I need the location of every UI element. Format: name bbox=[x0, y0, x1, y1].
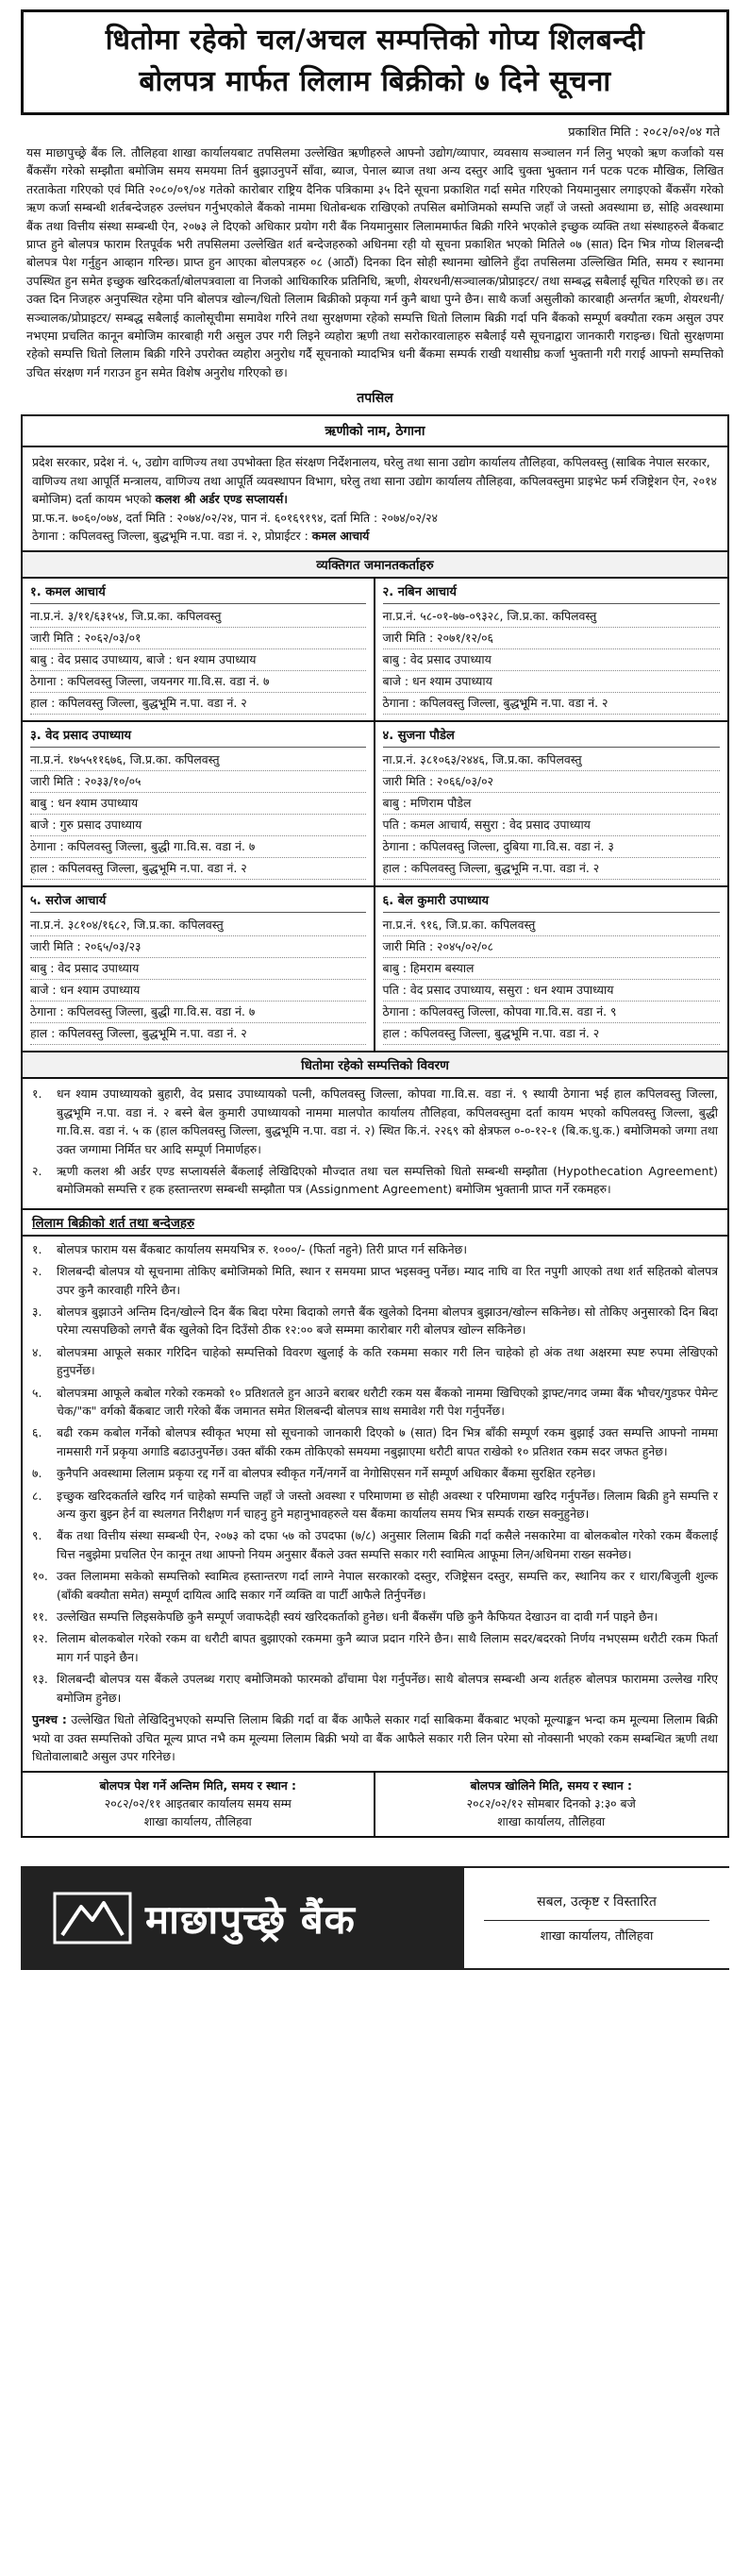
guarantor-detail-line: बाबु : वेद प्रसाद उपाध्याय, बाजे : धन श्याम उपाध्याय bbox=[30, 649, 366, 671]
term-item-number: ४. bbox=[32, 1344, 42, 1359]
guarantor-detail-line: बाजे : गुरु प्रसाद उपाध्याय bbox=[30, 815, 366, 836]
asset-item-number: १. bbox=[32, 1086, 42, 1102]
opening-deadline-place: शाखा कार्यालय, तौलिहवा bbox=[497, 1814, 606, 1829]
term-item-number: ९. bbox=[32, 1528, 42, 1543]
guarantor-detail-line: ना.प्र.नं. ३/११/६३१५४, जि.प्र.का. कपिलवस्तु bbox=[30, 606, 366, 628]
bank-tagline: सबल, उत्कृष्ट र विस्तारित bbox=[537, 1894, 657, 1911]
branch-office: शाखा कार्यालय, तौलिहवा bbox=[484, 1920, 709, 1944]
term-item bbox=[32, 1262, 718, 1299]
terms-list bbox=[32, 1240, 718, 1707]
term-item bbox=[32, 1608, 718, 1625]
guarantor-card bbox=[375, 887, 728, 1051]
mountain-logo-icon bbox=[53, 1892, 132, 1945]
term-item bbox=[32, 1670, 718, 1707]
guarantor-detail-line: पति : कमल आचार्य, ससुरा : वेद प्रसाद उपाध्याय bbox=[383, 815, 721, 836]
footer-info bbox=[464, 1866, 729, 1970]
term-item-number: ३. bbox=[32, 1304, 42, 1319]
guarantors-grid bbox=[21, 579, 729, 1052]
guarantor-detail-line: हाल : कपिलवस्तु जिल्ला, बुद्धभूमि न.पा. वडा नं. २ bbox=[383, 1023, 721, 1045]
guarantor-detail-line: जारी मिति : २०६६/०३/०२ bbox=[383, 771, 721, 793]
intro-paragraph: यस माछापुच्छ्रे बैंक लि. तौलिहवा शाखा कार्यालयबाट तपसिलमा उल्लेखित ऋणीहरुले आफ्नो उद्योग/व्यापार, व्यवसाय सञ्चालन गर्न लिनु भएको ऋण कर्जाको यस बैंकसँग गरेको सम्झौता बमोजिम समय समयमा तिर्न बुझाउनुपर्ने साँवा, ब्याज, पेनाल ब्याज तथा अन्य दस्तुर आदि चुक्ता भुक्तान गर्न पटक पटक मौखिक, लिखित तरताकेता गरिएको एवं मिति २०८०/०९/०४ गतेको कारोबार राष्ट्रिय दैनिक पत्रिकामा ३५ दिने सूचना प्रकाशित गर्दा समेत गरिएको नियमानुसार लगाइएको बैंकसँग गरेको ऋण कर्जा सम्बन्धी शर्तबन्देजहरु उल्लंघन गर्नुभएकोले बैंकको नाममा धितोबन्धक राखिएको तपसिल बमोजिमको सम्पत्ति जहाँ जे जस्तो अवस्थामा छ, सोहि अवस्थामा बैंक तथा वित्तीय संस्था सम्बन्धी ऐन, २०७३ ले दिएको अधिकार प्रयोग गरी बैंक नियमानुसार लिलाममार्फत बिक्री गरिने भएकोले इच्छुक व्यक्ति तथा संस्थाहरुले बैंकबाट प्राप्त हुने बोलपत्र फाराम रितपूर्वक भरी तपसिलमा उल्लेखित शर्त बन्देजहरुको अधिनमा रही यो सूचना प्रकाशित भएको मितिले ०७ (सात) दिन भित्र गोप्य शिलबन्दी बोलपत्र पेश गर्नुहुन आव्हान गरिन्छ। प्राप्त हुन आएका बोलपत्रहरु ०८ (आठौं) दिनका दिन सोही स्थानमा खोलिने हुँदा तपसिलमा उल्लिखित मिति, समय र स्थानमा उपस्थित हुन समेत इच्छुक खरिदकर्ता/बोलपत्रवाला वा निजको आधिकारिक प्रतिनिधि, ऋणी, शेयरधनी/सञ्चालक/प्रोप्राइटर/ तथा सम्बद्ध सबैलाई सूचित गरिएको छ। तर उक्त दिन निजहरु अनुपस्थित रहेमा पनि बोलपत्र खोल्न/धितो लिलाम बिक्रीको प्रकृया गर्न कुनै बाधा पुग्ने छैन। साथै कर्जा असुलीको कारबाही अन्तर्गत ऋणी, शेयरधनी/सञ्चालक/प्रोप्राइटर/ सम्बद्ध सबैलाई कालोसूचीमा समावेश गरिने तथा सुरक्षणमा रहेको सम्पत्ति धितो लिलाम बिक्री गर्दा पनि बैंकको सम्पूर्ण बक्यौता रकम असुल उपर नभएमा प्रचलित कानून बमोजिम कारबाही गरी असुल उपर गरी लिइने व्यहोरा ऋणी तथा सरोकारवालाहरु सबैलाई यसै सूचनाद्वारा जानकारी गराइन्छ। धितो सुरक्षणमा रहेको सम्पत्ति धितो लिलाम बिक्री गरिने उपरोक्त व्यहोरा अनुरोध गर्दै सूचनाको म्यादभित्र धनी बैंकमा सम्पर्क राखी यथासीघ्र कर्जा भुक्तानी गरी गराई आफ्नो सम्पत्तिको उचित संरक्षण गर्न गराउन हुन समेत विशेष अनुरोध गरिएको छ। bbox=[26, 145, 724, 379]
footer-banner bbox=[21, 1866, 729, 1970]
guarantor-detail-line: ठेगाना : कपिलवस्तु जिल्ला, बुद्धी गा.वि.स. वडा नं. ७ bbox=[30, 1002, 366, 1023]
guarantors-heading: व्यक्तिगत जमानतकर्ताहरु bbox=[21, 552, 729, 579]
postscript-label: पुनश्च : bbox=[32, 1712, 67, 1727]
terms-box bbox=[21, 1237, 729, 1774]
guarantor-detail-line: ना.प्र.नं. ९१६, जि.प्र.का. कपिलवस्तु bbox=[383, 915, 721, 936]
guarantor-detail-line: ठेगाना : कपिलवस्तु जिल्ला, बुद्धी गा.वि.स. वडा नं. ७ bbox=[30, 836, 366, 858]
term-item-text: बोलपत्रमा आफूले कबोल गरेको रकमको १० प्रतिशतले हुन आउने बराबर धरौटी रकम यस बैंकको नाममा खिचिएको ड्राफ्ट/नगद जम्मा बैंक भौचर/गुडफर पेमेन्ट चेक/"क" वर्गको बैंकबाट जारी गरेको बैंक जमानत समेत शिलबन्दी बोलपत्र साथ समावेश गरी पेश गर्नुपर्नेछ। bbox=[57, 1385, 718, 1418]
borrower-proprietor: कमल आचार्य bbox=[311, 528, 370, 543]
asset-item-text: ऋणी कलश श्री अर्डर एण्ड सप्लायर्सले बैंकलाई लेखिदिएको मौज्दात तथा चल सम्पत्तिको धितो सम्बन्धी सम्झौता (Hypothecation Agreement) बमोजिमको सम्पत्ति र हक हस्तान्तरण सम्बन्धी सम्झौता पत्र (Assignment Agreement) बमोजिम भुक्तानी प्राप्त गर्ने रकमहरु। bbox=[57, 1163, 718, 1197]
guarantor-detail-line: ठेगाना : कपिलवस्तु जिल्ला, दुबिया गा.वि.स. वडा नं. ३ bbox=[383, 836, 721, 858]
opening-deadline-head: बोलपत्र खोलिने मिति, समय र स्थान : bbox=[470, 1778, 632, 1793]
guarantor-detail-line: ठेगाना : कपिलवस्तु जिल्ला, कोपवा गा.वि.स. वडा नं. ९ bbox=[383, 1002, 721, 1023]
term-item bbox=[32, 1384, 718, 1421]
term-item-text: बोलपत्र फाराम यस बैंकबाट कार्यालय समयभित्र रु. १०००/- (फिर्ता नहुने) तिरी प्राप्त गर्न सकिनेछ। bbox=[57, 1241, 468, 1256]
guarantor-detail-line: ना.प्र.नं. ५८-०१-७७-०९३२८, जि.प्र.का. कपिलवस्तु bbox=[383, 606, 721, 628]
guarantor-detail-line: बाजे : धन श्याम उपाध्याय bbox=[30, 980, 366, 1002]
term-item-text: लिलाम बोलकबोल गरेको रकम वा धरौटी बापत बुझाएको रकममा कुनै ब्याज प्रदान गरिने छैन। साथै लिलाम सदर/बदरको निर्णय नभएसम्म धरौटी रकम फिर्ता माग गर्न पाइने छैन। bbox=[57, 1631, 718, 1664]
submission-deadline-place: शाखा कार्यालय, तौलिहवा bbox=[143, 1814, 252, 1829]
submission-deadline-detail: २०८२/०२/११ आइतबार कार्यालय समय सम्म bbox=[104, 1796, 292, 1811]
guarantor-detail-line: बाबु : हिमराम बस्याल bbox=[383, 958, 721, 980]
guarantor-detail-line: बाबु : वेद प्रसाद उपाध्याय bbox=[383, 649, 721, 671]
guarantor-name: ५. सरोज आचार्य bbox=[30, 891, 366, 913]
guarantor-detail-line: जारी मिति : २०४५/०२/०८ bbox=[383, 936, 721, 958]
submission-deadline-head: बोलपत्र पेश गर्ने अन्तिम मिति, समय र स्थान : bbox=[99, 1778, 297, 1793]
guarantor-detail-line: ठेगाना : कपिलवस्तु जिल्ला, बुद्धभूमि न.पा. वडा नं. २ bbox=[383, 693, 721, 715]
borrower-heading: ऋणीको नाम, ठेगाना bbox=[21, 414, 729, 447]
term-item-text: शिलबन्दी बोलपत्र यो सूचनामा तोकिए बमोजिमको मिति, स्थान र समयमा प्राप्त भइसक्नु पर्नेछ। म्याद नाघि वा रित नपुगी आएको तथा शर्त सहितको बोलपत्र उपर कुनै कारवाही गरिने छैन। bbox=[57, 1264, 718, 1297]
term-item-number: १०. bbox=[32, 1569, 48, 1584]
borrower-registration: प्रा.फ.न. ७०६०/०७४, दर्ता मिति : २०७४/०२/२४, पान नं. ६०१६९१९४, दर्ता मिति : २०७४/०२/२४ bbox=[32, 510, 438, 525]
term-item-text: बैंक तथा वित्तीय संस्था सम्बन्धी ऐन, २०७३ को दफा ५७ को उपदफा (७/८) अनुसार लिलाम बिक्री गर्दा कसैले नसकारेमा वा बोलकबोल गरेको रकम बैंकलाई चित्त नबुझेमा प्रचलित ऐन कानून तथा आफ्नो नियम अनुसार बैंकले उक्त सम्पत्ति सकार गरी स्वामित्व आफूमा लिन/अधिनमा राख्न सक्नेछ। bbox=[57, 1528, 718, 1561]
term-item-text: उल्लेखित सम्पत्ति लिइसकेपछि कुनै सम्पूर्ण जवाफदेही स्वयं खरिदकर्ताको हुनेछ। धनी बैंकसँग पछि कुनै कैफियत देखाउन वा दावी गर्न पाइने छैन। bbox=[57, 1609, 658, 1625]
term-item bbox=[32, 1303, 718, 1339]
term-item-number: १३. bbox=[32, 1672, 48, 1687]
term-item-number: ६. bbox=[32, 1425, 42, 1440]
guarantor-detail-line: जारी मिति : २०३३/१०/०५ bbox=[30, 771, 366, 793]
guarantor-detail-line: ना.प्र.नं. ३८१०४/१६८२, जि.प्र.का. कपिलवस्तु bbox=[30, 915, 366, 936]
title-line-2: बोलपत्र मार्फत लिलाम बिक्रीको ७ दिने सूचना bbox=[139, 65, 611, 98]
guarantor-detail-line: जारी मिति : २०६५/०३/२३ bbox=[30, 936, 366, 958]
borrower-details bbox=[21, 447, 729, 552]
bank-name: माछापुच्छ्रे बैंक bbox=[145, 1895, 356, 1943]
publication-date: प्रकाशित मिति : २०८२/०२/०४ गते bbox=[568, 126, 720, 140]
term-item-number: ७. bbox=[32, 1466, 42, 1481]
guarantor-detail-line: हाल : कपिलवस्तु जिल्ला, बुद्धभूमि न.पा. वडा नं. २ bbox=[30, 1023, 366, 1045]
guarantor-detail-line: जारी मिति : २०६२/०३/०१ bbox=[30, 628, 366, 649]
term-item-text: उक्त लिलाममा सकेको सम्पत्तिको स्वामित्व हस्तान्तरण गर्दा लाग्ने नेपाल सरकारको दस्तुर, रजिष्ट्रेसन दस्तुर, सम्पत्ति कर, स्थानिय कर र धारा/बिजुली शुल्क (बाँकी बक्यौता समेत) सम्पूर्ण दायित्व आदि सकार गर्ने व्यक्ति वा पार्टी आफैले तिर्नुपर्नेछ। bbox=[57, 1569, 718, 1602]
term-item bbox=[32, 1567, 718, 1604]
guarantor-name: ६. बेल कुमारी उपाध्याय bbox=[383, 891, 721, 913]
guarantor-name: ३. वेद प्रसाद उपाध्याय bbox=[30, 726, 366, 748]
guarantor-detail-line: हाल : कपिलवस्तु जिल्ला, बुद्धभूमि न.पा. वडा नं. २ bbox=[383, 858, 721, 880]
assets-heading: धितोमा रहेको सम्पत्तिको विवरण bbox=[21, 1052, 729, 1079]
notice-title bbox=[21, 9, 729, 115]
term-item-number: ५. bbox=[32, 1385, 42, 1400]
term-item bbox=[32, 1526, 718, 1563]
term-item-number: २. bbox=[32, 1264, 42, 1279]
guarantor-name: २. नबिन आचार्य bbox=[383, 582, 721, 604]
guarantor-detail-line: पति : वेद प्रसाद उपाध्याय, ससुरा : धन श्याम उपाध्याय bbox=[383, 980, 721, 1002]
title-line-1: धितोमा रहेको चल/अचल सम्पत्तिको गोप्य शिलबन्दी bbox=[105, 24, 645, 57]
term-item-number: १. bbox=[32, 1241, 42, 1256]
term-item-text: इच्छुक खरिदकर्ताले खरिद गर्न चाहेको सम्पत्ति जहाँ जे जस्तो अवस्था र परिमाणमा छ सोही अवस्था र परिमाणमा खरिद गर्नुपर्नेछ। लिलाम बिक्री हुने सम्पत्ति र अन्य कुरा बुझ्न हेर्न वा स्थलगत निरीक्षण गर्न चाहनु हुने महानुभावहरुले यस बैंकमा कार्यालय समय भित्र सम्पर्क राख्न सक्नुहुनेछ। bbox=[57, 1488, 718, 1522]
borrower-firm-name: कलश श्री अर्डर एण्ड सप्लायर्स। bbox=[155, 492, 288, 507]
borrower-text: प्रदेश सरकार, प्रदेश नं. ५, उद्योग वाणिज्य तथा उपभोक्ता हित संरक्षण निर्देशनालय, घरेलु तथा साना उद्योग कार्यालय तौलिहवा, कपिलवस्तु (साबिक नेपाल सरकार, वाणिज्य तथा आपूर्ति मन्त्रालय, वाणिज्य तथा आपूर्ति व्यवस्थापन विभाग, घरेलु तथा साना उद्योग कार्यालय तौलिहवा, कपिलवस्तुमा प्राइभेट फर्म रजिष्ट्रेशन ऐन, २०१४ बमोजिम) दर्ता कायम भएको bbox=[32, 455, 717, 507]
guarantor-detail-line: बाबु : मणिराम पौडेल bbox=[383, 793, 721, 815]
asset-item bbox=[32, 1162, 718, 1199]
assets-list bbox=[21, 1079, 729, 1209]
term-item-text: शिलबन्दी बोलपत्र यस बैंकले उपलब्ध गराए बमोजिमको फारमको ढाँचामा पेश गर्नुपर्नेछ। साथै बोलपत्र सम्बन्धी अन्य शर्तहरु बोलपत्र फाराममा उल्लेख गरिए बमोजिम हुनेछ। bbox=[57, 1672, 718, 1705]
term-item-text: बढी रकम कबोल गर्नेको बोलपत्र स्वीकृत भएमा सो सूचनाको जानकारी दिएको ७ (सात) दिन भित्र बाँकी सम्पूर्ण रकम बुझाई उक्त सम्पत्ति आफ्नो नाममा नामसारी गर्ने प्रकृया अगाडि बढाउनुपर्नेछ। उक्त बाँकी रकम तोकिएको समयमा नबुझाएमा धरौटी बापत राखेको १० प्रतिशत रकम सदर जफत हुनेछ। bbox=[57, 1425, 718, 1458]
asset-item bbox=[32, 1085, 718, 1158]
guarantor-detail-line: ना.प्र.नं. १७५५११६७६, जि.प्र.का. कपिलवस्तु bbox=[30, 749, 366, 771]
guarantor-card bbox=[23, 579, 375, 722]
term-item-text: बोलपत्र बुझाउने अन्तिम दिन/खोल्ने दिन बैंक बिदा परेमा बिदाको लगत्तै बैंक खुलेको दिनमा बोलपत्र बुझाउन/खोल्न सकिनेछ। सो तोकिए अनुसारको दिन बिदा परेमा त्यसपछिको लगत्तै बैंक खुलेको दिन दिउँसो ठीक १२:०० बजे सम्ममा कारोबार गरी बोलपत्र खोल्न सकिनेछ। bbox=[57, 1304, 718, 1338]
deadlines-table bbox=[21, 1773, 729, 1838]
guarantor-card bbox=[23, 887, 375, 1051]
term-item-text: बोलपत्रमा आफूले सकार गरिदिन चाहेको सम्पत्तिको विवरण खुलाई के कति रकममा सकार गरी लिन चाहेको हो अंक तथा अक्षरमा स्पष्ट रुपमा लेखिएको हुनुपर्नेछ। bbox=[57, 1344, 718, 1378]
guarantor-detail-line: बाबु : धन श्याम उपाध्याय bbox=[30, 793, 366, 815]
borrower-address: ठेगाना : कपिलवस्तु जिल्ला, बुद्धभूमि न.पा. वडा नं. २, प्रोप्राईटर : bbox=[32, 528, 308, 543]
term-item-number: १२. bbox=[32, 1631, 48, 1646]
term-item bbox=[32, 1464, 718, 1482]
term-item bbox=[32, 1343, 718, 1380]
term-item bbox=[32, 1629, 718, 1666]
term-item bbox=[32, 1487, 718, 1524]
guarantor-name: ४. सुजना पौडेल bbox=[383, 726, 721, 748]
postscript bbox=[32, 1710, 718, 1765]
guarantor-name: १. कमल आचार्य bbox=[30, 582, 366, 604]
guarantor-detail-line: जारी मिति : २०७१/१२/०६ bbox=[383, 628, 721, 649]
guarantor-detail-line: बाजे : धन श्याम उपाध्याय bbox=[383, 671, 721, 693]
postscript-text: उल्लेखित धितो लेखिदिनुभएको सम्पत्ति लिलाम बिक्री गर्दा वा बैंक आफैले सकार गर्दा साबिकमा बैंकबाट भएको मूल्याङ्कन भन्दा कम मूल्यमा लिलाम बिक्री भयो वा उक्त सम्पत्तिको उचित मूल्य प्राप्त नभै कम मूल्यमा लिलाम बिक्री भयो वा बैंक आफैले सकार गरी लिन परेमा सो नोक्सानी भएको रकम सम्बन्धित ऋणी तथा धितोवालाबाटै असुल उपर गरिनेछ। bbox=[32, 1712, 718, 1763]
borrower-address-line bbox=[32, 527, 718, 545]
guarantor-card bbox=[375, 722, 728, 887]
term-item-text: कुनैपनि अवस्थामा लिलाम प्रकृया रद्द गर्ने वा बोलपत्र स्वीकृत गर्ने/नगर्ने वा नेगोसिएसन गर्ने सम्पूर्ण अधिकार बैंकमा सुरक्षित रहनेछ। bbox=[57, 1466, 596, 1481]
asset-item-number: २. bbox=[32, 1163, 42, 1178]
opening-deadline bbox=[375, 1773, 728, 1836]
bank-logo bbox=[21, 1866, 464, 1970]
guarantor-detail-line: ना.प्र.नं. ३८१०६३/२४४६, जि.प्र.का. कपिलवस्तु bbox=[383, 749, 721, 771]
asset-item-text: धन श्याम उपाध्यायको बुहारी, वेद प्रसाद उपाध्यायको पत्नी, कपिलवस्तु जिल्ला, कोपवा गा.वि.स. वडा नं. ९ स्थायी ठेगाना भई हाल कपिलवस्तु जिल्ला, बुद्धभूमि न.पा. वडा नं. २ बस्ने बेल कुमारी उपाध्यायको नाममा मालपोत कार्यालय तौलिहवा, कपिलवस्तुमा दर्ता कायम भएको कपिलवस्तु जिल्ला, बुद्धी गा.वि.स. वडा नं. ५ क (हाल कपिलवस्तु जिल्ला, बुद्धभूमि न.पा. वडा नं. २) स्थित कि.नं. २२६९ को क्षेत्रफल ०-०-१२-१ (बि.क.धु.क.) बमोजिमको जग्गा तथा उक्त जग्गामा निर्मित घर आदि सम्पूर्ण निमार्णहरु। bbox=[57, 1086, 718, 1156]
term-item bbox=[32, 1240, 718, 1258]
term-item-number: ८. bbox=[32, 1488, 42, 1503]
guarantor-detail-line: ठेगाना : कपिलवस्तु जिल्ला, जयनगर गा.वि.स. वडा नं. ७ bbox=[30, 671, 366, 693]
term-item bbox=[32, 1423, 718, 1460]
guarantor-detail-line: बाबु : वेद प्रसाद उपाध्याय bbox=[30, 958, 366, 980]
guarantor-detail-line: हाल : कपिलवस्तु जिल्ला, बुद्धभूमि न.पा. वडा नं. २ bbox=[30, 858, 366, 880]
opening-deadline-detail: २०८२/०२/१२ सोमबार दिनको ३:३० बजे bbox=[466, 1796, 636, 1811]
submission-deadline bbox=[23, 1773, 375, 1836]
guarantor-card bbox=[375, 579, 728, 722]
guarantor-detail-line: हाल : कपिलवस्तु जिल्ला, बुद्धभूमि न.पा. वडा नं. २ bbox=[30, 693, 366, 715]
term-item-number: ११. bbox=[32, 1609, 48, 1625]
guarantor-card bbox=[23, 722, 375, 887]
terms-heading: लिलाम बिक्रीको शर्त तथा बन्देजहरु bbox=[21, 1210, 729, 1237]
tapasil-heading: तपसिल bbox=[357, 391, 393, 407]
